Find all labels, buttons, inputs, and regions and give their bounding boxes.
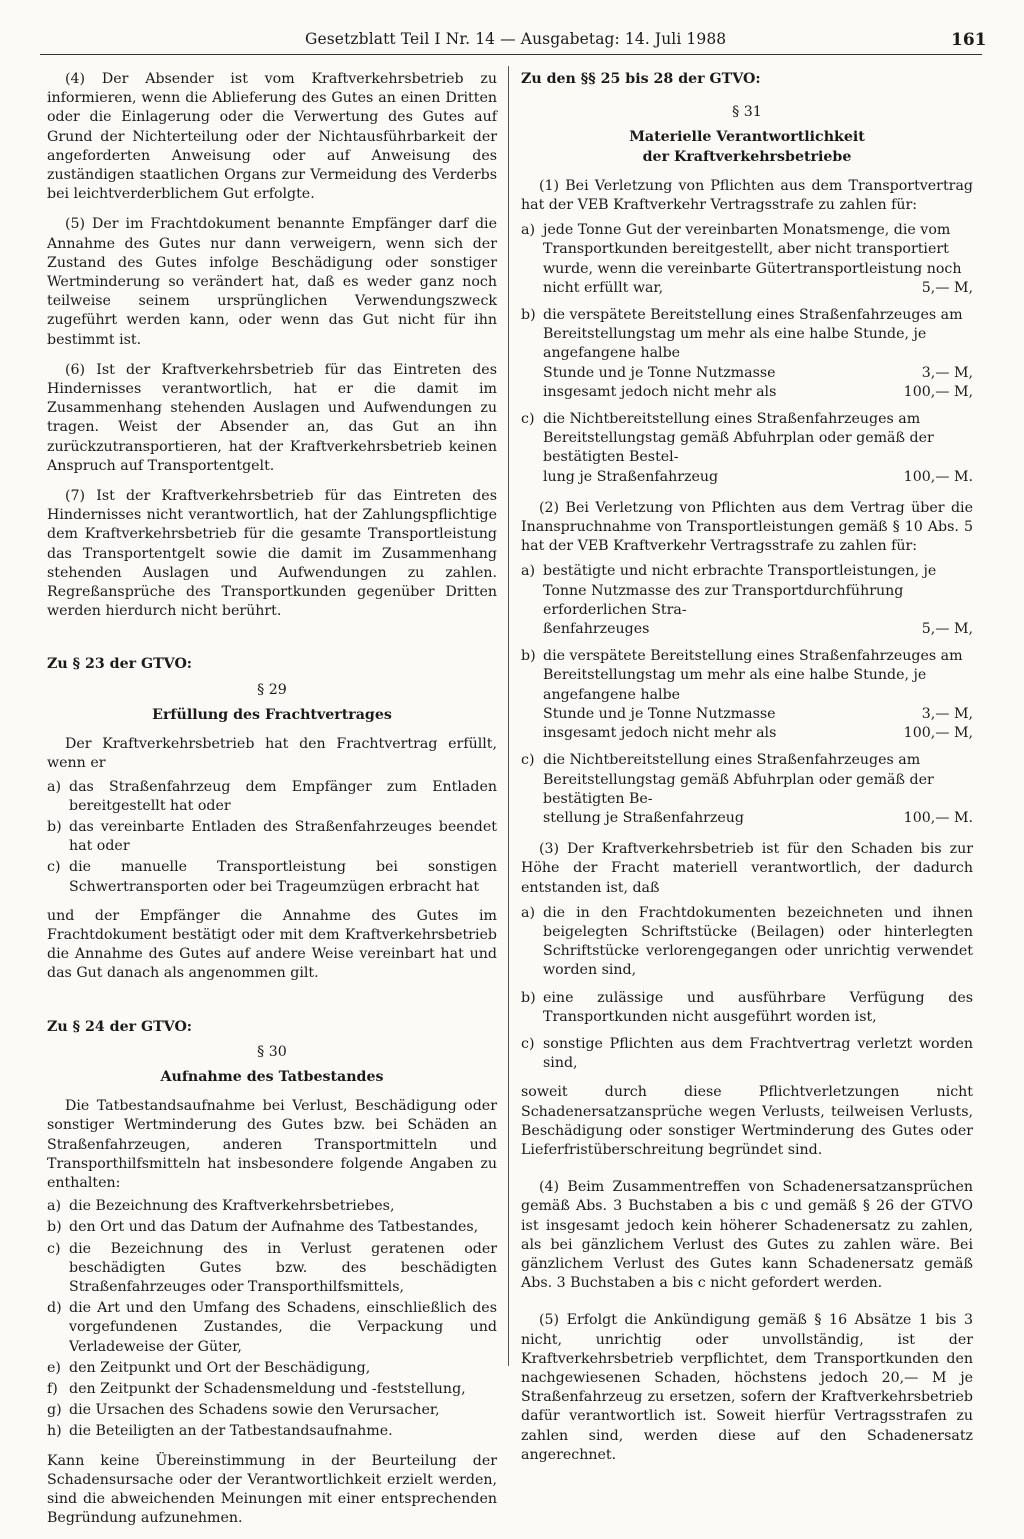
item-label: c) (47, 1240, 61, 1257)
item-label: a) (521, 222, 535, 239)
section-heading (521, 128, 973, 166)
item-text: den Zeitpunkt und Ort der Beschädigung, (69, 1359, 371, 1376)
item-label: b) (521, 648, 536, 665)
penalty-amount: 100,— M, (903, 725, 973, 742)
penalty-amount: 3,— M, (921, 705, 973, 722)
item-label: d) (47, 1300, 62, 1317)
item-label: a) (521, 563, 535, 580)
item-text: die Ursachen des Schadens sowie den Verursacher, (69, 1402, 440, 1419)
item-text: insgesamt jedoch nicht mehr als (543, 725, 777, 742)
penalty-item (521, 221, 973, 298)
list-item (47, 1401, 497, 1420)
amount-row (543, 383, 973, 402)
paragraph: (6) Ist der Kraftverkehrsbetrieb für das Eintreten des Hindernisses verantwortlich, hat er die damit im Zusammenhang stehenden Auslagen und Aufwendungen zu tragen. Weist der Absender an, das Gut an ihn zurückzutransportieren, hat der Kraftverkehrsbetrieb keinen Anspruch auf Transportentgelt. (47, 361, 497, 474)
section-reference: Zu den §§ 25 bis 28 der GTVO: (521, 71, 761, 87)
section-number: § 31 (732, 104, 762, 121)
amount-row (543, 620, 973, 639)
item-label: c) (521, 752, 535, 769)
list-item (47, 1197, 497, 1216)
section-reference: Zu § 24 der GTVO: (47, 1018, 193, 1035)
list-item (521, 989, 973, 1027)
item-label: a) (521, 904, 535, 921)
item-text: lung je Straßenfahrzeug (543, 468, 719, 485)
paragraph: (4) Der Absender ist vom Kraftverkehrsbetrieb zu informieren, wenn die Ablieferung des Gutes an einen Dritten oder die Einlagerung oder die Verwertung des Gutes auf Grund der Nichterteilung oder der Nichtausführbarkeit der angeforderten Anweisung oder auf Anweisung des zuständigen staatlichen Organs zur Vermeidung des Verderbs bei leichtverderblichem Gut erfolgte. (47, 71, 497, 203)
left-column (47, 70, 497, 1539)
list (521, 904, 973, 1074)
paragraph: (2) Bei Verletzung von Pflichten aus dem Vertrag über die Inanspruchnahme von Transportleistungen gemäß § 10 Abs. 5 hat der VEB Kraftverkehr Vertragsstrafe zu zahlen für: (521, 499, 973, 555)
list-item (47, 858, 497, 896)
item-text: die Bezeichnung des Kraftverkehrsbetriebes, (69, 1198, 395, 1215)
item-text: bestätigte und nicht erbrachte Transportleistungen, je Tonne Nutzmasse des zur Transportdurchführung erforderlichen Stra- (543, 563, 937, 618)
list-item (47, 1359, 497, 1378)
amount-row (543, 705, 973, 724)
penalty-list (521, 562, 973, 828)
item-label: b) (47, 818, 62, 835)
paragraph: soweit durch diese Pflichtverletzungen nicht Schadenersatzansprüche wegen Verlusts, teilweisen Verlusts, Beschädigung oder sonstiger Wertminderung des Gutes oder Lieferfristüberschreitung begründet sind. (521, 1084, 973, 1158)
item-text: das vereinbarte Entladen des Straßenfahrzeuges beendet hat oder (69, 818, 497, 855)
section-number: § 29 (257, 681, 287, 698)
list (47, 1197, 497, 1441)
item-label: h) (47, 1423, 62, 1440)
list (47, 778, 497, 897)
item-text: das Straßenfahrzeug dem Empfänger zum Entladen bereitgestellt hat oder (69, 778, 497, 814)
section-number: § 30 (257, 1043, 287, 1060)
item-text: eine zulässige und ausführbare Verfügung des Transportkunden nicht ausgeführt worden ist, (543, 989, 973, 1025)
paragraph: Kann keine Übereinstimmung in der Beurteilung der Schadensursache oder der Verantwortlichkeit erzielt werden, sind die abweichenden Meinungen mit einer entsprechenden Begründung aufzunehmen. (47, 1452, 497, 1527)
item-text: die verspätete Bereitstellung eines Straßenfahrzeuges am Bereitstellungstag um mehr als eine halbe Stunde, je angefangene halbe (543, 307, 963, 362)
penalty-amount: 100,— M, (903, 383, 973, 400)
paragraph: (7) Ist der Kraftverkehrsbetrieb für das Eintreten des Hindernisses nicht verantwortlich, hat der Zahlungspflichtige dem Kraftverkehrsbetrieb für die gesamte Transportleistung das Transportentgelt sowie die damit im Zusammenhang stehenden Auslagen und Aufwendungen zu zahlen. Regreßansprüche des Transportkunden gegenüber Dritten werden hierdurch nicht berührt. (47, 488, 497, 620)
section-heading: Aufnahme des Tatbestandes (160, 1068, 384, 1085)
paragraph: (5) Der im Frachtdokument benannte Empfänger darf die Annahme des Gutes nur dann verweigern, wenn sich der Zustand des Gutes infolge Beschädigung oder sonstiger Wertminderung so verändert hat, daß es weder ganz noch teilweise seinem ursprünglichen Verwendungszweck zugeführt werden kann, oder wenn das Gut nicht für ihn bestimmt ist. (47, 216, 497, 348)
paragraph: (4) Beim Zusammentreffen von Schadenersatzansprüchen gemäß Abs. 3 Buchstaben a bis c und gemäß § 26 der GTVO ist insgesamt jedoch kein höherer Schadenersatz zu zahlen, als bei gänzlichem Verlust des Gutes zu zahlen wäre. Bei gänzlichem Verlust des Gutes kann Schadenersatz gemäß Abs. 3 Buchstaben a bis c nicht gefordert werden. (521, 1179, 973, 1292)
item-label: g) (47, 1402, 62, 1419)
penalty-list (521, 221, 973, 487)
item-text: die Art und den Umfang des Schadens, einschließlich des vorgefundenen Zustandes, die Verpackung und Verladeweise der Güter, (69, 1300, 497, 1355)
paragraph: und der Empfänger die Annahme des Gutes im Frachtdokument bestätigt oder mit dem Kraftverkehrsbetrieb die Annahme des Gutes auf andere Weise vereinbart hat und das Gut danach als angenommen gilt. (47, 907, 497, 982)
header-rule (40, 54, 982, 55)
paragraph: (5) Erfolgt die Ankündigung gemäß § 16 Absätze 1 bis 3 nicht, unrichtig oder unvollständig, ist der Kraftverkehrsbetrieb verpflichtet, dem Transportkunden den nachgewiesenen Schaden, höchstens jedoch 20,— M je Straßenfahrzeug zu ersetzen, sofern der Kraftverkehrsbetrieb dafür verantwortlich ist. Soweit hierfür Vertragsstrafen zu zahlen sind, werden diese auf den Schadenersatz angerechnet. (521, 1312, 973, 1463)
item-text: den Zeitpunkt der Schadensmeldung und -feststellung, (69, 1380, 466, 1397)
item-label: b) (521, 989, 536, 1006)
list-item (47, 1240, 497, 1298)
running-header (0, 30, 1024, 54)
item-text: insgesamt jedoch nicht mehr als (543, 383, 777, 400)
item-text: die Bezeichnung des in Verlust geratenen oder beschädigten Gutes bzw. des beschädigten Straßenfahrzeuges oder Transporthilfsmittels, (69, 1240, 497, 1295)
item-text: die manuelle Transportleistung bei sonstigen Schwertransporten oder bei Trageumzügen erbracht hat (69, 859, 497, 895)
amount-row (543, 468, 973, 487)
item-text: jede Tonne Gut der vereinbarten Monatsmenge, die vom Transportkunden bereitgestellt, aber nicht transportiert wurde, wenn die vereinbarte Gütertransportleistung noch (543, 222, 962, 277)
header-title: Gesetzblatt Teil I Nr. 14 — Ausgabetag: 14. Juli 1988 (305, 30, 727, 48)
item-text: die Nichtbereitstellung eines Straßenfahrzeuges am Bereitstellungstag gemäß Abfuhrplan oder gemäß der bestätigten Bestel- (543, 411, 934, 466)
item-text: sonstige Pflichten aus dem Frachtvertrag verletzt worden sind, (543, 1035, 973, 1072)
amount-row (543, 809, 973, 828)
section-reference: Zu § 23 der GTVO: (47, 656, 193, 673)
paragraph: (1) Bei Verletzung von Pflichten aus dem Transportvertrag hat der VEB Kraftverkehr Vertragsstrafe zu zahlen für: (521, 177, 973, 214)
item-label: f) (47, 1380, 58, 1397)
item-label: c) (521, 1035, 535, 1052)
item-label: c) (521, 411, 535, 428)
item-text: die Beteiligten an der Tatbestandsaufnahme. (69, 1423, 393, 1440)
list-item (521, 904, 973, 981)
list-item (47, 818, 497, 856)
list-item (47, 1218, 497, 1237)
page-number: 161 (951, 30, 987, 50)
item-text: ßenfahrzeuges (543, 621, 650, 638)
item-text: stellung je Straßenfahrzeug (543, 809, 745, 826)
amount-row (543, 279, 973, 298)
item-label: b) (47, 1219, 62, 1236)
list-item (47, 778, 497, 816)
paragraph: Die Tatbestandsaufnahme bei Verlust, Beschädigung oder sonstiger Wertminderung des Gutes bzw. bei Schäden an Straßenfahrzeugen, anderen Transportmitteln und Transporthilfsmitteln hat insbesondere folgende Angaben zu enthalten: (47, 1098, 497, 1191)
penalty-item (521, 751, 973, 828)
item-text: den Ort und das Datum der Aufnahme des Tatbestandes, (69, 1219, 479, 1236)
paragraph: Der Kraftverkehrsbetrieb hat den Frachtvertrag erfüllt, wenn er (47, 736, 497, 772)
list-item (521, 1035, 973, 1073)
item-text: die Nichtbereitstellung eines Straßenfahrzeuges am Bereitstellungstag gemäß Abfuhrplan oder gemäß der bestätigten Be- (543, 752, 934, 807)
penalty-item (521, 562, 973, 639)
list-item (47, 1299, 497, 1357)
item-text: die in den Frachtdokumenten bezeichneten und ihnen beigelegten Schriftstücke (Beilagen) oder hinterlegten Schriftstücke verlorengegangen oder unrichtig verwendet worden sind, (543, 904, 973, 979)
item-text: Stunde und je Tonne Nutzmasse (543, 705, 776, 722)
paragraph: (3) Der Kraftverkehrsbetrieb ist für den Schaden bis zur Höhe der Fracht materiell verantwortlich, der dadurch entstanden ist, daß (521, 841, 973, 896)
column-divider (508, 66, 509, 1366)
item-label: e) (47, 1359, 61, 1376)
penalty-item (521, 647, 973, 743)
section-heading: Erfüllung des Frachtvertrages (152, 706, 392, 723)
list-item (47, 1380, 497, 1399)
penalty-item (521, 410, 973, 487)
item-text: nicht erfüllt war, (543, 279, 664, 296)
heading-line: der Kraftverkehrsbetriebe (642, 148, 852, 165)
penalty-amount: 3,— M, (921, 364, 973, 381)
item-label: a) (47, 778, 61, 795)
penalty-amount: 5,— M, (921, 621, 973, 638)
list-item (47, 1422, 497, 1441)
amount-row (543, 724, 973, 743)
penalty-amount: 100,— M. (903, 468, 973, 485)
penalty-amount: 100,— M. (903, 809, 973, 826)
item-text: Stunde und je Tonne Nutzmasse (543, 364, 776, 381)
item-label: c) (47, 859, 61, 876)
amount-row (543, 364, 973, 383)
item-label: a) (47, 1198, 61, 1215)
penalty-item (521, 306, 973, 402)
heading-line: Materielle Verantwortlichkeit (629, 129, 865, 146)
penalty-amount: 5,— M, (921, 279, 973, 296)
right-column (521, 70, 973, 1476)
item-text: die verspätete Bereitstellung eines Straßenfahrzeuges am Bereitstellungstag um mehr als eine halbe Stunde, je angefangene halbe (543, 648, 963, 703)
item-label: b) (521, 307, 536, 324)
